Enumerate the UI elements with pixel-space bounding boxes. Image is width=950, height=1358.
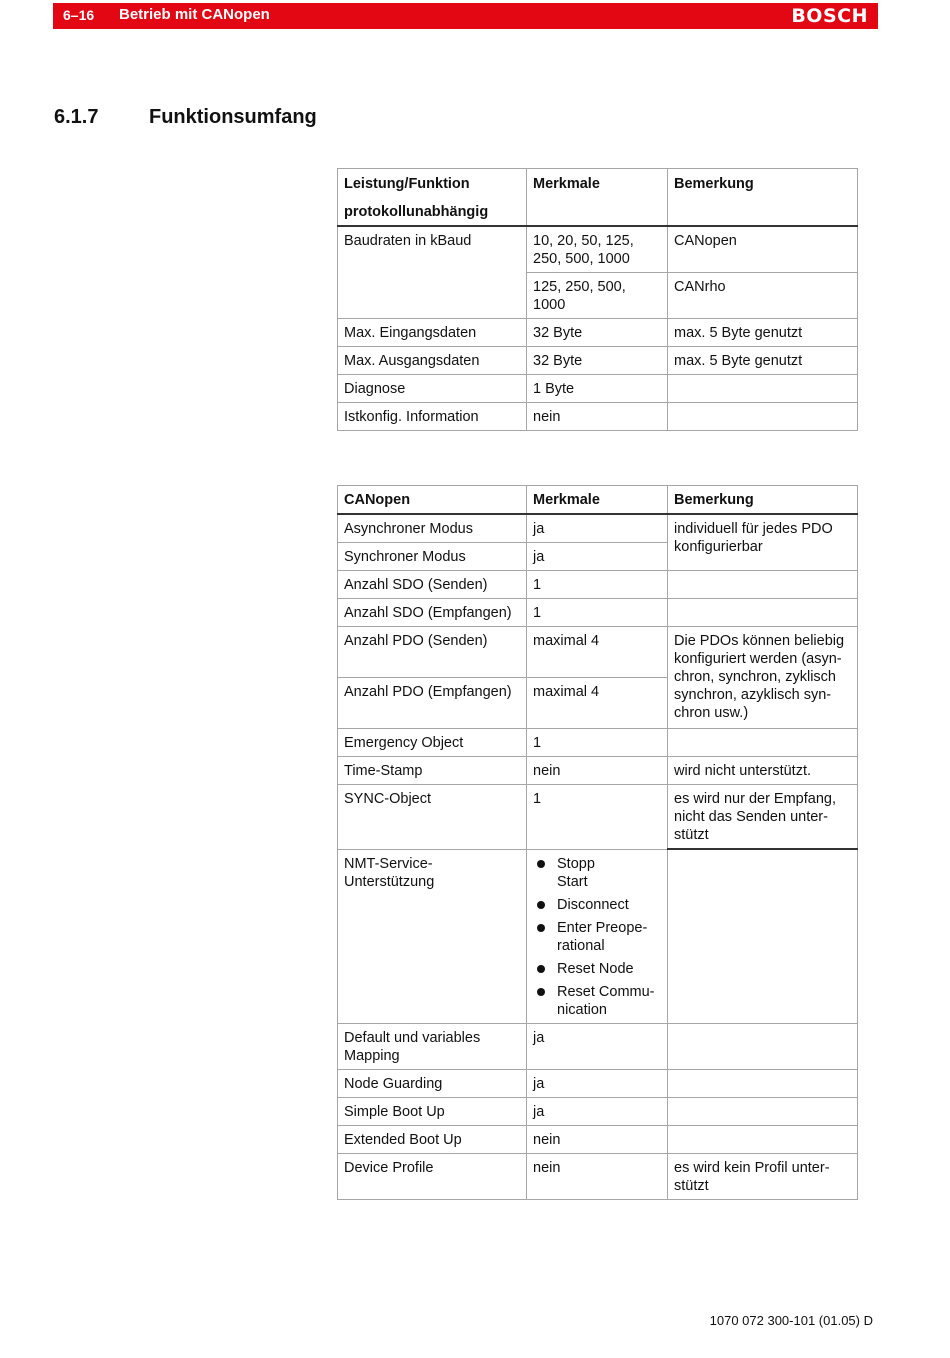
cell-remark: max. 5 Byte genutzt <box>668 347 858 375</box>
cell-feature: maximal 4 <box>527 627 668 678</box>
list-item <box>533 896 661 914</box>
header-function: CANopen <box>338 486 527 515</box>
cell-function: Max. Ausgangsdaten <box>338 347 527 375</box>
bosch-logo: BOSCH <box>791 5 868 27</box>
list-item-label: Enter Preope-rational <box>557 919 648 954</box>
cell-feature: nein <box>527 1125 668 1153</box>
cell-feature: 1 <box>527 785 668 850</box>
cell-feature: ja <box>527 1069 668 1097</box>
cell-feature: 1 <box>527 599 668 627</box>
cell-function: Extended Boot Up <box>338 1125 527 1153</box>
cell-function: SYNC-Object <box>338 785 527 850</box>
cell-feature: 32 Byte <box>527 319 668 347</box>
cell-feature: 32 Byte <box>527 347 668 375</box>
cell-feature: 1 Byte <box>527 375 668 403</box>
canopen-table <box>337 485 858 1200</box>
header-feature: Merkmale <box>527 486 668 515</box>
nmt-service-list <box>533 855 661 1019</box>
section-number: 6.1.7 <box>54 106 99 128</box>
list-item <box>533 919 661 955</box>
cell-remark: individuell für jedes PDO konfigurierbar <box>668 514 858 571</box>
cell-feature: ja <box>527 1023 668 1069</box>
table-row <box>338 514 858 543</box>
cell-remark <box>668 375 858 403</box>
header-remark: Bemerkung <box>668 169 858 227</box>
cell-feature: nein <box>527 403 668 431</box>
cell-function: Anzahl PDO (Empfangen) <box>338 678 527 729</box>
header-cell <box>338 169 527 227</box>
bullet-icon <box>537 924 545 932</box>
table-row <box>338 1069 858 1097</box>
table-row <box>338 1153 858 1199</box>
list-item <box>533 983 661 1019</box>
cell-remark <box>668 1097 858 1125</box>
cell-remark: Die PDOs können beliebig konfiguriert werden (asyn-chron, synchron, zyklisch synchron, azyklisch syn-chron usw.) <box>668 627 858 729</box>
table-row <box>338 1097 858 1125</box>
list-item <box>533 960 661 978</box>
cell-remark <box>668 729 858 757</box>
cell-feature: nein <box>527 757 668 785</box>
table-row <box>338 627 858 678</box>
cell-function: Max. Eingangsdaten <box>338 319 527 347</box>
header-bar <box>53 3 878 29</box>
cell-remark: CANopen <box>668 226 858 273</box>
page-number: 6–16 <box>63 7 95 23</box>
cell-feature: 1 <box>527 571 668 599</box>
cell-function: Simple Boot Up <box>338 1097 527 1125</box>
cell-remark <box>668 1069 858 1097</box>
cell-feature: nein <box>527 1153 668 1199</box>
cell-function: Anzahl SDO (Empfangen) <box>338 599 527 627</box>
cell-feature: 125, 250, 500, 1000 <box>527 273 668 319</box>
header-feature: Merkmale <box>527 169 668 227</box>
cell-remark <box>668 1125 858 1153</box>
cell-remark <box>668 403 858 431</box>
document-number: 1070 072 300-101 (01.05) D <box>709 1313 873 1328</box>
cell-feature <box>527 849 668 1023</box>
table-row <box>338 571 858 599</box>
header-function: Leistung/Funktion <box>344 176 470 192</box>
list-item-label: Reset Commu-nication <box>557 983 655 1018</box>
cell-feature: ja <box>527 514 668 543</box>
cell-function: Asynchroner Modus <box>338 514 527 543</box>
table-row <box>338 347 858 375</box>
cell-remark: CANrho <box>668 273 858 319</box>
table-header-row <box>338 486 858 515</box>
list-item-label: Stopp Start <box>557 855 595 890</box>
bullet-icon <box>537 965 545 973</box>
list-item-label: Reset Node <box>557 960 634 977</box>
cell-feature: ja <box>527 543 668 571</box>
cell-remark <box>668 1023 858 1069</box>
table-row <box>338 403 858 431</box>
cell-function: Emergency Object <box>338 729 527 757</box>
bullet-icon <box>537 988 545 996</box>
cell-remark <box>668 849 858 1023</box>
table-row <box>338 729 858 757</box>
cell-function: Node Guarding <box>338 1069 527 1097</box>
bullet-icon <box>537 901 545 909</box>
list-item <box>533 855 661 891</box>
table-row <box>338 1125 858 1153</box>
table-row <box>338 757 858 785</box>
cell-remark: es wird kein Profil unter-stützt <box>668 1153 858 1199</box>
chapter-title: Betrieb mit CANopen <box>119 6 270 23</box>
cell-function: Device Profile <box>338 1153 527 1199</box>
cell-function: Istkonfig. Information <box>338 403 527 431</box>
cell-feature: maximal 4 <box>527 678 668 729</box>
cell-feature: 10, 20, 50, 125, 250, 500, 1000 <box>527 226 668 273</box>
cell-function: Time-Stamp <box>338 757 527 785</box>
list-item-label: Disconnect <box>557 896 629 913</box>
cell-remark: max. 5 Byte genutzt <box>668 319 858 347</box>
table-header-row <box>338 169 858 227</box>
table-row <box>338 599 858 627</box>
cell-remark: wird nicht unterstützt. <box>668 757 858 785</box>
table-row <box>338 226 858 273</box>
protocol-independent-table <box>337 168 858 431</box>
table-row <box>338 1023 858 1069</box>
header-subheading: protokollunabhängig <box>344 204 489 220</box>
cell-remark <box>668 571 858 599</box>
bullet-icon <box>537 860 545 868</box>
section-title: Funktionsumfang <box>149 106 317 128</box>
cell-function: Anzahl PDO (Senden) <box>338 627 527 678</box>
cell-function: Diagnose <box>338 375 527 403</box>
cell-function: Default und variables Mapping <box>338 1023 527 1069</box>
cell-feature: 1 <box>527 729 668 757</box>
cell-function: Synchroner Modus <box>338 543 527 571</box>
cell-function: Anzahl SDO (Senden) <box>338 571 527 599</box>
cell-remark <box>668 599 858 627</box>
table-row <box>338 375 858 403</box>
cell-remark: es wird nur der Empfang, nicht das Senden unter-stützt <box>668 785 858 850</box>
cell-feature: ja <box>527 1097 668 1125</box>
cell-function: Baudraten in kBaud <box>338 226 527 319</box>
cell-function: NMT-Service-Unterstützung <box>338 849 527 1023</box>
header-remark: Bemerkung <box>668 486 858 515</box>
table-row <box>338 319 858 347</box>
table-row <box>338 849 858 1023</box>
table-row <box>338 785 858 850</box>
